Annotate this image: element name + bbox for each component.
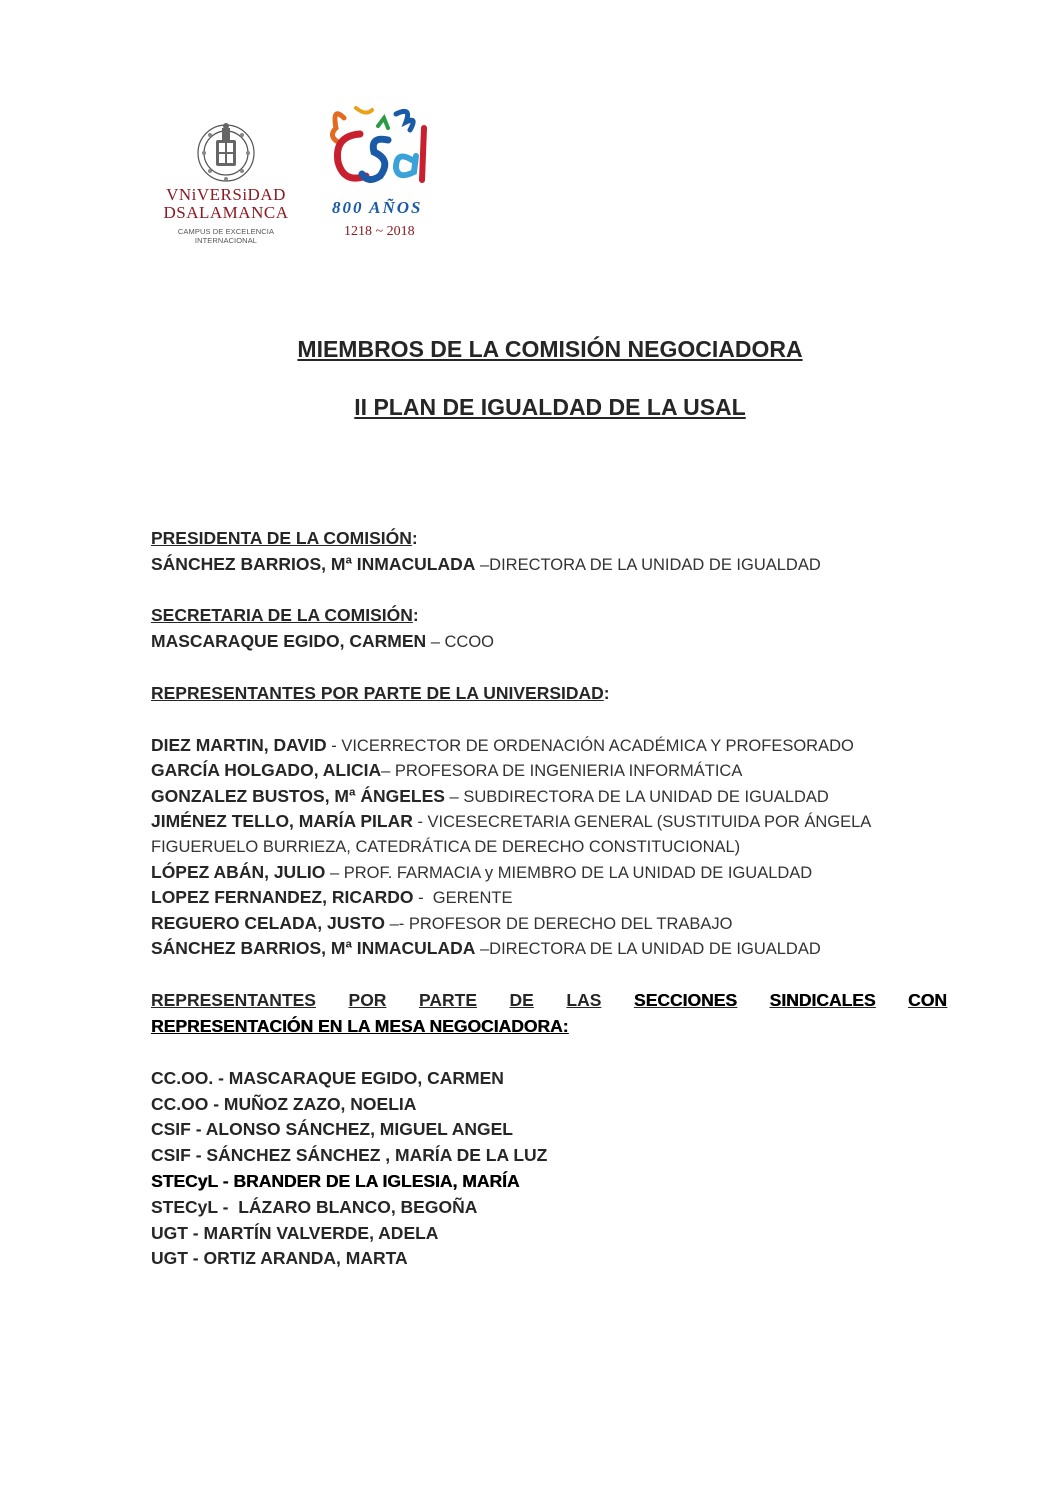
- sindical-member: UGT - MARTÍN VALVERDE, ADELA: [151, 1223, 439, 1243]
- member-role: VICERRECTOR DE ORDENACIÓN ACADÉMICA Y PROFESORADO: [341, 737, 854, 755]
- member-sep: -: [413, 889, 433, 907]
- universidad-member: [151, 760, 742, 781]
- secretaria-name: MASCARAQUE EGIDO, CARMEN: [151, 631, 427, 651]
- universidad-member: [151, 887, 513, 908]
- sindical-member: UGT - ORTIZ ARANDA, MARTA: [151, 1248, 408, 1268]
- member-role: PROF. FARMACIA y MIEMBRO DE LA UNIDAD DE IGUALDAD: [343, 864, 813, 882]
- sindical-member: CC.OO. - MASCARAQUE EGIDO, CARMEN: [151, 1068, 504, 1088]
- page-subtitle: II PLAN DE IGUALDAD DE LA USAL: [354, 394, 746, 420]
- universidad-member: [151, 862, 812, 883]
- universidad-colon: :: [603, 683, 610, 703]
- university-name-line2: DSALAMANCA: [163, 203, 289, 222]
- sindicales-heading-row: [151, 990, 947, 1011]
- sindicales-heading-word: POR: [348, 990, 387, 1010]
- universidad-member-continuation: [151, 836, 740, 857]
- presidenta-name: SÁNCHEZ BARRIOS, Mª INMACULADA: [151, 554, 476, 574]
- member-name: LÓPEZ ABÁN, JULIO: [151, 862, 326, 882]
- presidenta-role: DIRECTORA DE LA UNIDAD DE IGUALDAD: [489, 556, 821, 574]
- presidenta-colon: :: [411, 528, 418, 548]
- universidad-member: [151, 735, 854, 756]
- member-sep: –-: [385, 915, 409, 933]
- sindical-member: CC.OO - MUÑOZ ZAZO, NOELIA: [151, 1094, 417, 1114]
- campus-tagline: CAMPUS DE EXCELENCIA INTERNACIONAL: [177, 227, 275, 245]
- universidad-member: [151, 938, 821, 959]
- secretaria-sep: –: [426, 633, 445, 651]
- universidad-member: [151, 786, 829, 807]
- sindicales-heading-word: REPRESENTANTES: [151, 990, 316, 1010]
- anniversary-anios: 800 AÑOS: [332, 198, 423, 217]
- anniversary-years: 1218 ~ 2018: [344, 224, 415, 239]
- presidenta-heading: PRESIDENTA DE LA COMISIÓN: [151, 528, 412, 548]
- sindical-member: STECyL - LÁZARO BLANCO, BEGOÑA: [151, 1197, 478, 1217]
- member-sep: -: [412, 813, 428, 831]
- sindicales-heading-word: SECCIONES: [633, 990, 737, 1010]
- sindicales-heading-word: PARTE: [418, 990, 477, 1010]
- member-name: GARCÍA HOLGADO: [151, 760, 314, 780]
- anniversary-logo: [326, 106, 438, 246]
- member-sep: –: [325, 864, 344, 882]
- presidenta-heading-row: [151, 528, 418, 548]
- sindicales-heading-word: CON: [908, 990, 947, 1010]
- member-role: SUBDIRECTORA DE LA UNIDAD DE IGUALDAD: [463, 788, 829, 806]
- universidad-heading: REPRESENTANTES POR PARTE DE LA UNIVERSIDAD: [151, 683, 604, 703]
- university-seal-icon: [195, 120, 257, 186]
- member-name: JIMÉNEZ TELLO, MARÍA PILAR: [151, 811, 413, 831]
- member-name: DIEZ MARTIN, DAVID: [151, 735, 327, 755]
- secretaria-heading-row: [151, 605, 419, 625]
- member-role: VICESECRETARIA GENERAL (SUSTITUIDA POR ÁNGELA: [427, 813, 872, 831]
- presidenta-row: [151, 554, 821, 575]
- universidad-member: [151, 913, 733, 934]
- university-name-line1: VNiVERSiDAD: [166, 185, 286, 204]
- sindicales-heading-word: SINDICALES: [769, 990, 876, 1010]
- sindical-member: STECyL - BRANDER DE LA IGLESIA, MARÍA: [151, 1171, 520, 1191]
- member-name: LOPEZ FERNANDEZ, RICARDO: [151, 887, 414, 907]
- member-role: DIRECTORA DE LA UNIDAD DE IGUALDAD: [489, 940, 821, 958]
- member-name: REGUERO CELADA, JUSTO: [151, 913, 386, 933]
- sindicales-heading-word: LAS: [566, 990, 602, 1010]
- member-name-part2: , ALICIA: [313, 760, 382, 780]
- sindical-member: CSIF - ALONSO SÁNCHEZ, MIGUEL ANGEL: [151, 1119, 513, 1139]
- member-role: PROFESORA DE INGENIERIA INFORMÁTICA: [394, 762, 743, 780]
- secretaria-role: CCOO: [444, 633, 495, 651]
- secretaria-colon: :: [412, 605, 419, 625]
- member-sep: –: [381, 762, 395, 780]
- sindicales-heading-word: DE: [509, 990, 534, 1010]
- sindicales-heading-row2: [151, 1016, 568, 1036]
- member-sep: –: [444, 788, 464, 806]
- member-sep: –: [475, 940, 490, 958]
- secretaria-row: [151, 631, 494, 652]
- sindical-member: CSIF - SÁNCHEZ SÁNCHEZ , MARÍA DE LA LUZ: [151, 1145, 548, 1165]
- member-role: PROFESOR DE DERECHO DEL TRABAJO: [408, 915, 733, 933]
- member-name: SÁNCHEZ BARRIOS, Mª INMACULADA: [151, 938, 476, 958]
- member-name: GONZALEZ BUSTOS, Mª ÁNGELES: [151, 786, 445, 806]
- sindicales-heading-line2: REPRESENTACIÓN EN LA MESA NEGOCIADORA:: [151, 1016, 569, 1036]
- presidenta-sep: –: [475, 556, 490, 574]
- universidad-member: [151, 811, 871, 832]
- universidad-heading-row: [151, 683, 610, 703]
- member-role: FIGUERUELO BURRIEZA, CATEDRÁTICA DE DERECHO CONSTITUCIONAL): [151, 838, 741, 856]
- university-logo: [150, 120, 302, 245]
- page-title: MIEMBROS DE LA COMISIÓN NEGOCIADORA: [297, 336, 803, 362]
- member-role: GERENTE: [432, 889, 513, 907]
- usal-wordmark-icon: [326, 106, 438, 198]
- member-sep: -: [326, 737, 342, 755]
- secretaria-heading: SECRETARIA DE LA COMISIÓN: [151, 605, 413, 625]
